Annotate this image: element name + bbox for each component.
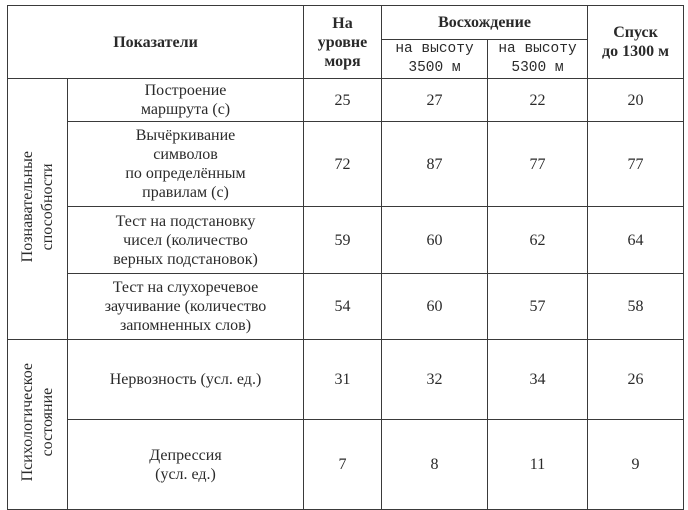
header-ascent-5300: на высоту 5300 м	[488, 40, 588, 79]
cell-value: 59	[304, 207, 382, 274]
cell-value: 34	[488, 340, 588, 420]
row-name: Тест на подстановку чисел (количество верных подстановок)	[68, 207, 304, 274]
header-indicators: Показатели	[8, 6, 304, 79]
header-sea-level: На уровне моря	[304, 6, 382, 79]
cell-value: 64	[588, 207, 684, 274]
table-row	[8, 340, 684, 420]
cell-value: 77	[488, 122, 588, 207]
table-row	[8, 79, 684, 122]
cell-value: 58	[588, 274, 684, 340]
header-descent-text: Спуск до 1300 м	[602, 24, 670, 60]
header-row-top	[8, 6, 684, 40]
cell-value: 54	[304, 274, 382, 340]
cell-value: 11	[488, 420, 588, 510]
cell-value: 31	[304, 340, 382, 420]
cell-value: 72	[304, 122, 382, 207]
group-label-text: Психологическое состояние	[18, 362, 56, 482]
row-name: Депрессия (усл. ед.)	[68, 420, 304, 510]
cell-value: 26	[588, 340, 684, 420]
row-name: Вычёркивание символов по определённым правилам (с)	[68, 122, 304, 207]
table-row	[8, 122, 684, 207]
row-name: Построение маршрута (с)	[68, 79, 304, 122]
document	[7, 5, 683, 496]
cell-value: 8	[382, 420, 488, 510]
cell-value: 27	[382, 79, 488, 122]
cell-value: 32	[382, 340, 488, 420]
cell-value: 77	[588, 122, 684, 207]
header-ascent-3500: на высоту 3500 м	[382, 40, 488, 79]
cell-value: 25	[304, 79, 382, 122]
row-name: Тест на слухоречевое заучивание (количество запомненных слов)	[68, 274, 304, 340]
cell-value: 60	[382, 207, 488, 274]
header-descent	[588, 6, 684, 79]
cell-value: 9	[588, 420, 684, 510]
cell-value: 60	[382, 274, 488, 340]
row-name: Нервозность (усл. ед.)	[68, 340, 304, 420]
cell-value: 20	[588, 79, 684, 122]
table-row	[8, 207, 684, 274]
data-table	[7, 5, 684, 510]
cell-value: 62	[488, 207, 588, 274]
cell-value: 57	[488, 274, 588, 340]
group-label-cognitive	[8, 79, 68, 340]
cell-value: 7	[304, 420, 382, 510]
group-label-text: Познавательные способности	[18, 150, 56, 263]
group-label-psych	[8, 340, 68, 510]
cell-value: 87	[382, 122, 488, 207]
table-row	[8, 274, 684, 340]
header-ascent: Восхождение	[382, 6, 588, 40]
table-row	[8, 420, 684, 510]
cell-value: 22	[488, 79, 588, 122]
